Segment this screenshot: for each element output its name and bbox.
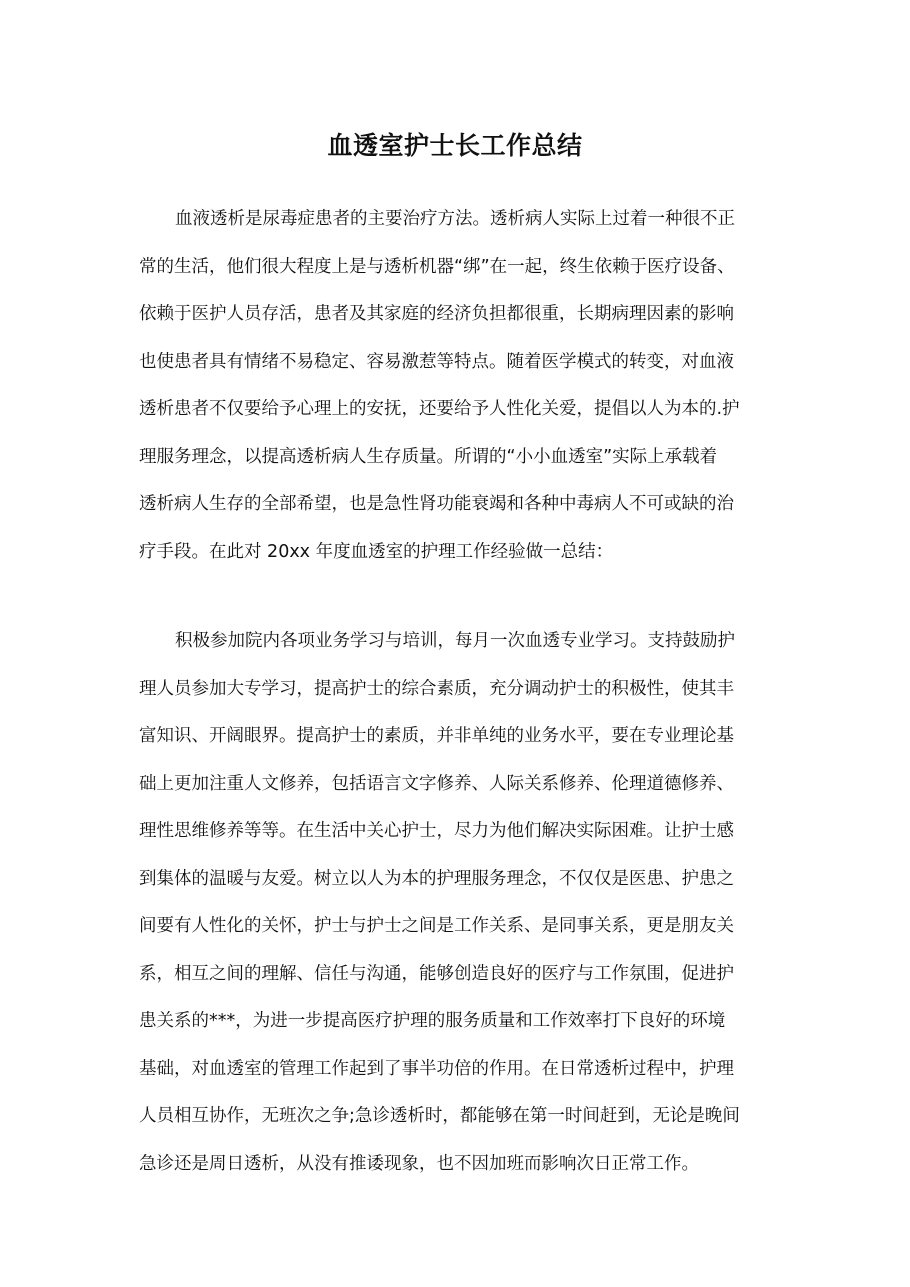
text-line: 理服务理念，以提高透析病人生存质量。所谓的“小小血透室”实际上承载着	[139, 446, 718, 467]
text-line: 疗手段。在此对 20xx 年度血透室的护理工作经验做一总结：	[139, 541, 614, 562]
text-line: 间要有人性化的关怀，护士与护士之间是工作关系、是同事关系，更是朋友关	[139, 916, 734, 936]
text-line: 理性思维修养等等。在生活中关心护士，尽力为他们解决实际困难。让护士感	[139, 821, 734, 841]
document-title: 血透室护士长工作总结	[327, 131, 583, 160]
text-line: 患关系的***，为进一步提高医疗护理的服务质量和工作效率打下良好的环境	[139, 1011, 726, 1031]
text-line: 系，相互之间的理解、信任与沟通，能够创造良好的医疗与工作氛围，促进护	[139, 963, 734, 984]
text-line: 础上更加注重人文修养，包括语言文字修养、人际关系修养、伦理道德修养、	[139, 773, 734, 794]
text-line: 到集体的温暖与友爱。树立以人为本的护理服务理念，不仅仅是医患、护患之	[139, 868, 734, 889]
document-body	[139, 196, 771, 1188]
text-line: 透析病人生存的全部希望，也是急性肾功能衰竭和各种中毒病人不可或缺的治	[139, 494, 734, 514]
text-line: 人员相互协作，无班次之争;急诊透析时，都能够在第一时间赶到，无论是晚间	[139, 1106, 740, 1126]
text-line: 血液透析是尿毒症患者的主要治疗方法。透析病人实际上过着一种很不正	[175, 209, 735, 229]
text-line: 透析患者不仅要给予心理上的安抚，还要给予人性化关爱，提倡以人为本的.护	[139, 399, 740, 419]
text-line: 依赖于医护人员存活，患者及其家庭的经济负担都很重，长期病理因素的影响	[139, 304, 734, 324]
text-line: 也使患者具有情绪不易稳定、容易激惹等特点。随着医学模式的转变，对血液	[139, 351, 734, 372]
text-line: 积极参加院内各项业务学习与培训，每月一次血透专业学习。支持鼓励护	[175, 631, 735, 651]
text-line: 理人员参加大专学习，提高护士的综合素质，充分调动护士的积极性，使其丰	[139, 678, 734, 699]
text-line: 富知识、开阔眼界。提高护士的素质，并非单纯的业务水平，要在专业理论基	[139, 726, 734, 746]
text-line: 急诊还是周日透析，从没有推诿现象，也不因加班而影响次日正常工作。	[139, 1153, 699, 1174]
paragraph-gap	[139, 576, 771, 618]
text-line: 基础，对血透室的管理工作起到了事半功倍的作用。在日常透析过程中，护理	[139, 1058, 734, 1079]
text-line: 常的生活，他们很大程度上是与透析机器“绑”在一起，终生依赖于医疗设备、	[139, 256, 735, 277]
paragraph-training	[139, 618, 771, 1188]
paragraph-intro	[139, 196, 771, 576]
